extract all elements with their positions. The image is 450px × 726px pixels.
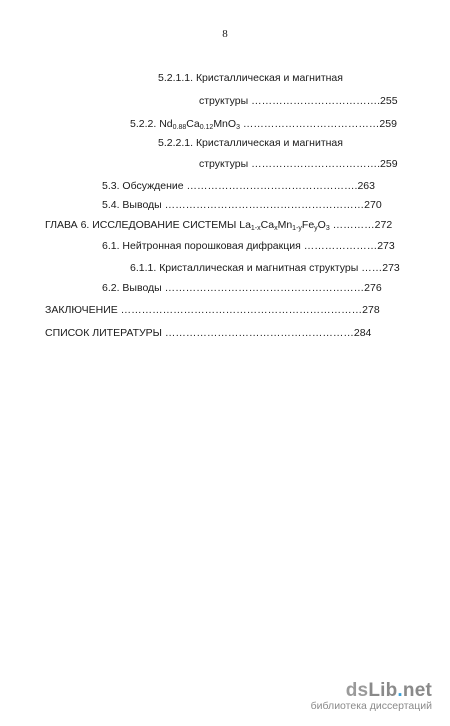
watermark	[311, 680, 432, 712]
watermark-subtitle: библиотека диссертаций	[310, 700, 432, 712]
toc-entry-6-1: 6.1. Нейтронная порошковая дифракция …………………273	[102, 240, 395, 252]
toc-entry-5-3: 5.3. Обсуждение ………………………………………….263	[102, 180, 375, 192]
toc-entry-chapter-6: ГЛАВА 6. ИССЛЕДОВАНИЕ СИСТЕМЫ $La_{1-x}Ca_xMn_{1-y}Fe_yO_3$ …………272	[45, 219, 393, 232]
toc-entry-references: СПИСОК ЛИТЕРАТУРЫ ………………………………………………284	[45, 327, 372, 339]
toc-entry-5-2-2-1-cont: структуры ……………………………….259	[199, 158, 398, 170]
toc-entry-5-4: 5.4. Выводы …………………………………………………270	[102, 199, 382, 211]
toc-entry-6-1-1: 6.1.1. Кристаллическая и магнитная структуры ……273	[130, 262, 400, 274]
toc-entry-5-2-1-1: 5.2.1.1. Кристаллическая и магнитная	[158, 72, 343, 84]
toc-entry-conclusion: ЗАКЛЮЧЕНИЕ ……………………………………………………………278	[45, 304, 380, 316]
watermark-logo: dsLib.net	[345, 680, 432, 701]
page-number: 8	[222, 28, 228, 40]
toc-entry-5-2-1-1-cont: структуры ……………………………….255	[199, 95, 398, 107]
toc-entry-5-2-2: 5.2.2. $Nd_{0.88}Ca_{0.12}MnO_3$ …………………………………259	[130, 118, 397, 131]
toc-entry-5-2-2-1: 5.2.2.1. Кристаллическая и магнитная	[158, 137, 343, 149]
toc-entry-6-2: 6.2. Выводы …………………………………………………276	[102, 282, 382, 294]
